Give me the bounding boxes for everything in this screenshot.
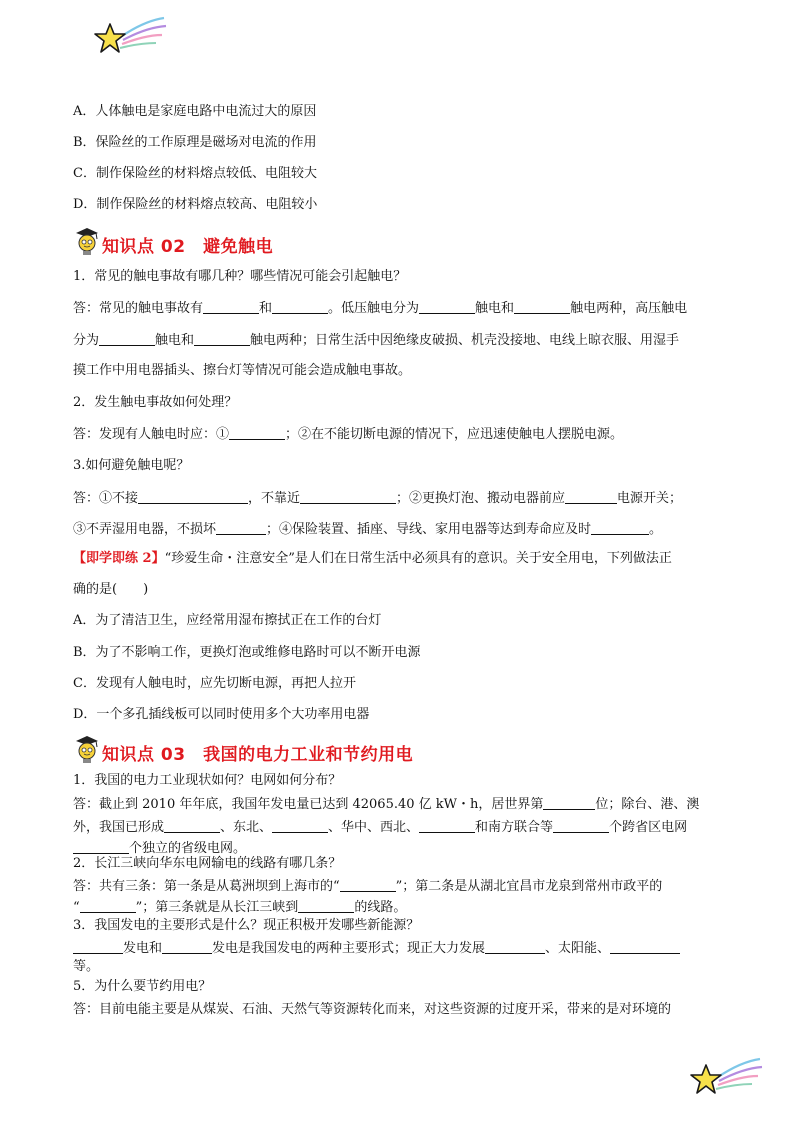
blank — [485, 939, 545, 954]
answer-line: 外，我国已形成 、东北、 、华中、西北、 和南方联合等 个跨省区电网 — [73, 820, 688, 835]
mascot-lightbulb-icon — [72, 226, 102, 256]
blank — [300, 489, 396, 504]
blank — [340, 877, 396, 892]
option-a: A．为了清洁卫生，应经常用湿布擦拭正在工作的台灯 — [73, 613, 382, 628]
mascot-lightbulb-icon — [72, 734, 102, 764]
blank — [514, 299, 570, 314]
practice-tag: 【即学即练 2】 — [73, 551, 165, 566]
blank — [80, 898, 136, 913]
blank — [216, 520, 266, 535]
blank — [164, 818, 220, 833]
answer-line: 答：共有三条：第一条是从葛洲坝到上海市的“ ”；第二条是从湖北宜昌市龙泉到常州市政平的 — [73, 879, 663, 894]
blank — [419, 299, 475, 314]
option-c: C．发现有人触电时，应先切断电源，再把人拉开 — [73, 676, 356, 691]
star-icon — [92, 14, 168, 62]
question: 2．发生触电事故如何处理？ — [73, 395, 238, 410]
blank — [565, 489, 617, 504]
option-b: B．保险丝的工作原理是磁场对电流的作用 — [73, 135, 317, 150]
answer-line: 发电和 发电是我国发电的两种主要形式；现正大力发展 、太阳能、 — [73, 939, 680, 957]
blank — [543, 795, 595, 810]
question: 3．我国发电的主要形式是什么？现正积极开发哪些新能源？ — [73, 918, 420, 933]
answer-line: 答：常见的触电事故有 和 。低压触电分为 触电和 触电两种，高压触电 — [73, 301, 688, 316]
blank — [203, 299, 259, 314]
blank — [73, 839, 129, 854]
section-title: 知识点 02 避免触电 — [102, 237, 274, 257]
blank — [99, 331, 155, 346]
blank — [272, 818, 328, 833]
star-icon — [688, 1055, 764, 1103]
question: 1．我国的电力工业现状如何？电网如何分布？ — [73, 773, 342, 788]
option-c: C．制作保险丝的材料熔点较低、电阻较大 — [73, 166, 317, 181]
option-b: B．为了不影响工作，更换灯泡或维修电路时可以不断开电源 — [73, 645, 421, 660]
blank — [553, 818, 609, 833]
question: 1．常见的触电事故有哪几种？哪些情况可能会引起触电？ — [73, 269, 407, 284]
question: 2．长江三峡向华东电网输电的线路有哪几条？ — [73, 856, 342, 871]
option-d: D．制作保险丝的材料熔点较高、电阻较小 — [73, 197, 318, 212]
option-a: A．人体触电是家庭电路中电流过大的原因 — [73, 104, 317, 119]
section-title: 知识点 03 我国的电力工业和节约用电 — [102, 745, 414, 765]
answer-line: ③不弄湿用电器，不损坏 ；④保险装置、插座、导线、家用电器等达到寿命应及时 。 — [73, 522, 663, 537]
answer-line: 等。 — [73, 959, 100, 974]
answer-line: 答：发现有人触电时应：① ；②在不能切断电源的情况下，应迅速使触电人摆脱电源。 — [73, 427, 624, 442]
option-d: D．一个多孔插线板可以同时使用多个大功率用电器 — [73, 707, 370, 722]
answer-line: 答：①不接 ，不靠近 ；②更换灯泡、搬动电器前应 电源开关； — [73, 491, 683, 506]
blank — [73, 939, 123, 954]
blank — [591, 520, 649, 535]
question: 5．为什么要节约用电？ — [73, 979, 212, 994]
blank — [229, 425, 285, 440]
question: 3.如何避免触电呢？ — [73, 458, 190, 473]
answer-line: 答：目前电能主要是从煤炭、石油、天然气等资源转化而来，对这些资源的过度开采，带来的是对环境的 — [73, 1002, 672, 1017]
practice-line: 【即学即练 2】“珍爱生命・注意安全”是人们在日常生活中必须具有的意识。关于安全用电，下列做法正 — [73, 551, 672, 566]
answer-line: 答：截止到 2010 年年底，我国年发电量已达到 42065.40 亿 kW・h，居世界第 位；除台、港、澳 — [73, 797, 700, 812]
answer-line: 摸工作中用电器插头、擦台灯等情况可能会造成触电事故。 — [73, 363, 412, 378]
answer-line: “ ”；第三条就是从长江三峡到 的线路。 — [73, 900, 407, 915]
blank — [162, 939, 212, 954]
blank — [610, 939, 680, 954]
practice-line: 确的是( ) — [73, 582, 149, 597]
blank — [138, 489, 248, 504]
answer-line: 个独立的省级电网。 — [73, 839, 246, 857]
answer-line: 分为 触电和 触电两种；日常生活中因绝缘皮破损、机壳没接地、电线上晾衣服、用湿手 — [73, 333, 680, 348]
blank — [298, 898, 354, 913]
blank — [419, 818, 475, 833]
blank — [194, 331, 250, 346]
blank — [272, 299, 328, 314]
